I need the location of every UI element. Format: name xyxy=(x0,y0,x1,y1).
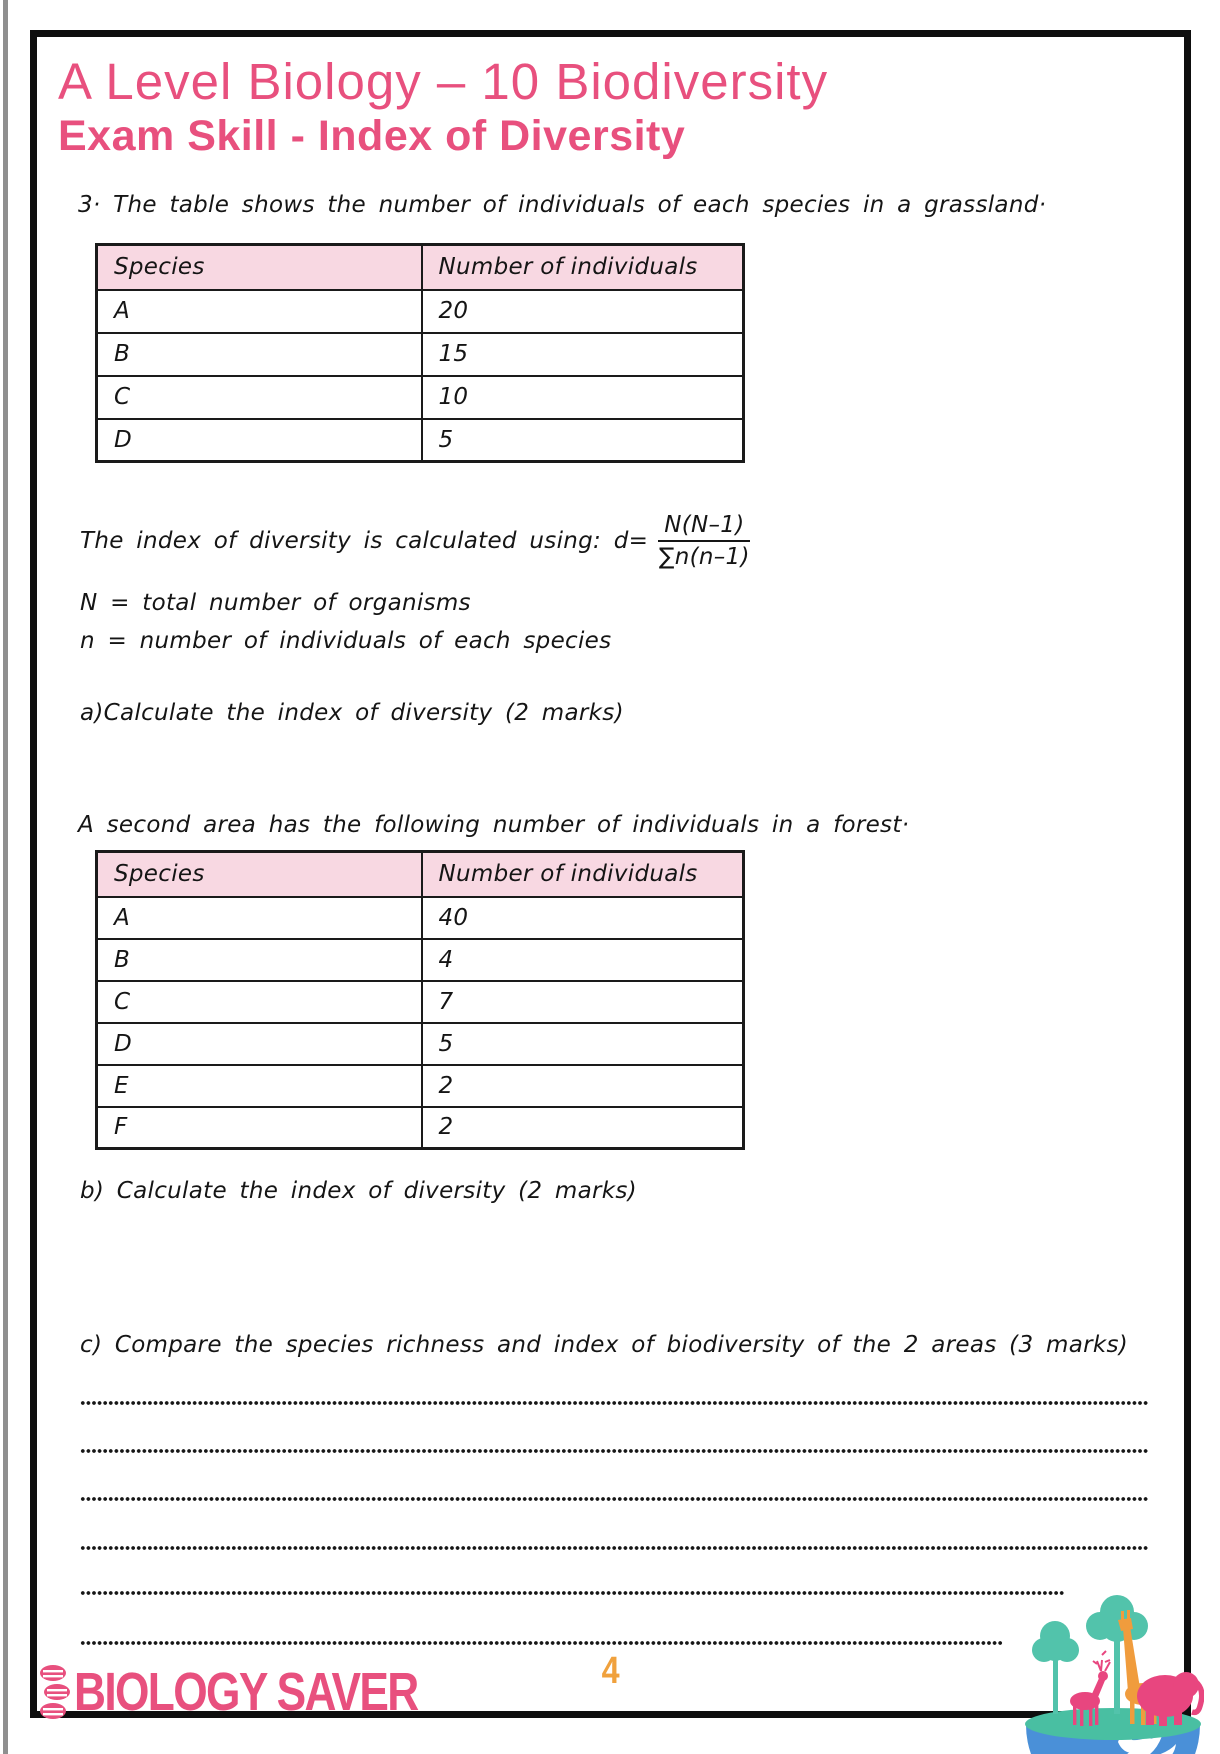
table-cell: 10 xyxy=(422,376,744,419)
table-cell: A xyxy=(97,290,422,333)
table-cell: D xyxy=(97,1023,422,1065)
forest-species-table xyxy=(95,850,745,1150)
answer-line xyxy=(80,1640,1003,1646)
formula-fraction xyxy=(658,512,750,571)
biodiversity-planet-icon xyxy=(1022,1584,1204,1754)
table-cell: B xyxy=(97,939,422,981)
table-row xyxy=(97,419,744,462)
formula-numerator: N(N–1) xyxy=(658,512,750,542)
table-cell: 5 xyxy=(422,419,744,462)
table-cell: B xyxy=(97,333,422,376)
table-row xyxy=(97,939,744,981)
table-cell: C xyxy=(97,981,422,1023)
table-row xyxy=(97,333,744,376)
table-row xyxy=(97,290,744,333)
question-part-a: a)Calculate the index of diversity (2 marks) xyxy=(80,700,624,726)
column-header: Number of individuals xyxy=(422,245,744,290)
question-3-intro: 3· The table shows the number of individuals of each species in a grassland· xyxy=(78,192,1047,218)
column-header: Species xyxy=(97,245,422,290)
table-cell: E xyxy=(97,1065,422,1107)
answer-line xyxy=(80,1545,1148,1551)
table-cell: A xyxy=(97,897,422,939)
table-cell: F xyxy=(97,1107,422,1149)
table-cell: 2 xyxy=(422,1107,744,1149)
second-area-intro: A second area has the following number of individuals in a forest· xyxy=(78,812,910,838)
table-cell: 2 xyxy=(422,1065,744,1107)
column-header: Species xyxy=(97,852,422,897)
table-cell: 4 xyxy=(422,939,744,981)
dna-helix-icon xyxy=(38,1664,72,1720)
answer-line xyxy=(80,1496,1148,1502)
table-cell: 20 xyxy=(422,290,744,333)
answer-line xyxy=(80,1448,1148,1454)
definition-N: N = total number of organisms xyxy=(80,590,471,616)
table-header-row xyxy=(97,245,744,290)
table-header-row xyxy=(97,852,744,897)
page-subtitle: Exam Skill - Index of Diversity xyxy=(58,112,686,160)
table-cell: 40 xyxy=(422,897,744,939)
question-part-b: b) Calculate the index of diversity (2 marks) xyxy=(80,1178,637,1204)
question-part-c: c) Compare the species richness and index of biodiversity of the 2 areas (3 marks) xyxy=(80,1332,1129,1358)
table-row xyxy=(97,1107,744,1149)
table-cell: 15 xyxy=(422,333,744,376)
table-cell: 5 xyxy=(422,1023,744,1065)
page-title: A Level Biology – 10 Biodiversity xyxy=(58,53,829,110)
table-row xyxy=(97,1065,744,1107)
table-cell: D xyxy=(97,419,422,462)
diversity-formula xyxy=(80,512,750,571)
page-number: 4 xyxy=(601,1650,620,1692)
biology-saver-logo xyxy=(38,1664,493,1720)
table-row xyxy=(97,1023,744,1065)
column-header: Number of individuals xyxy=(422,852,744,897)
table-cell: 7 xyxy=(422,981,744,1023)
answer-line xyxy=(80,1590,1065,1596)
grassland-species-table xyxy=(95,243,745,463)
definition-n: n = number of individuals of each species xyxy=(80,628,612,654)
scan-edge-strip xyxy=(3,0,8,1754)
table-cell: C xyxy=(97,376,422,419)
formula-lead-text: The index of diversity is calculated using: d= xyxy=(80,528,649,555)
brand-wordmark: BIOLOGY SAVER xyxy=(74,1662,418,1722)
answer-line xyxy=(80,1400,1148,1406)
table-row xyxy=(97,376,744,419)
table-row xyxy=(97,897,744,939)
formula-denominator: ∑n(n–1) xyxy=(658,544,750,571)
table-row xyxy=(97,981,744,1023)
